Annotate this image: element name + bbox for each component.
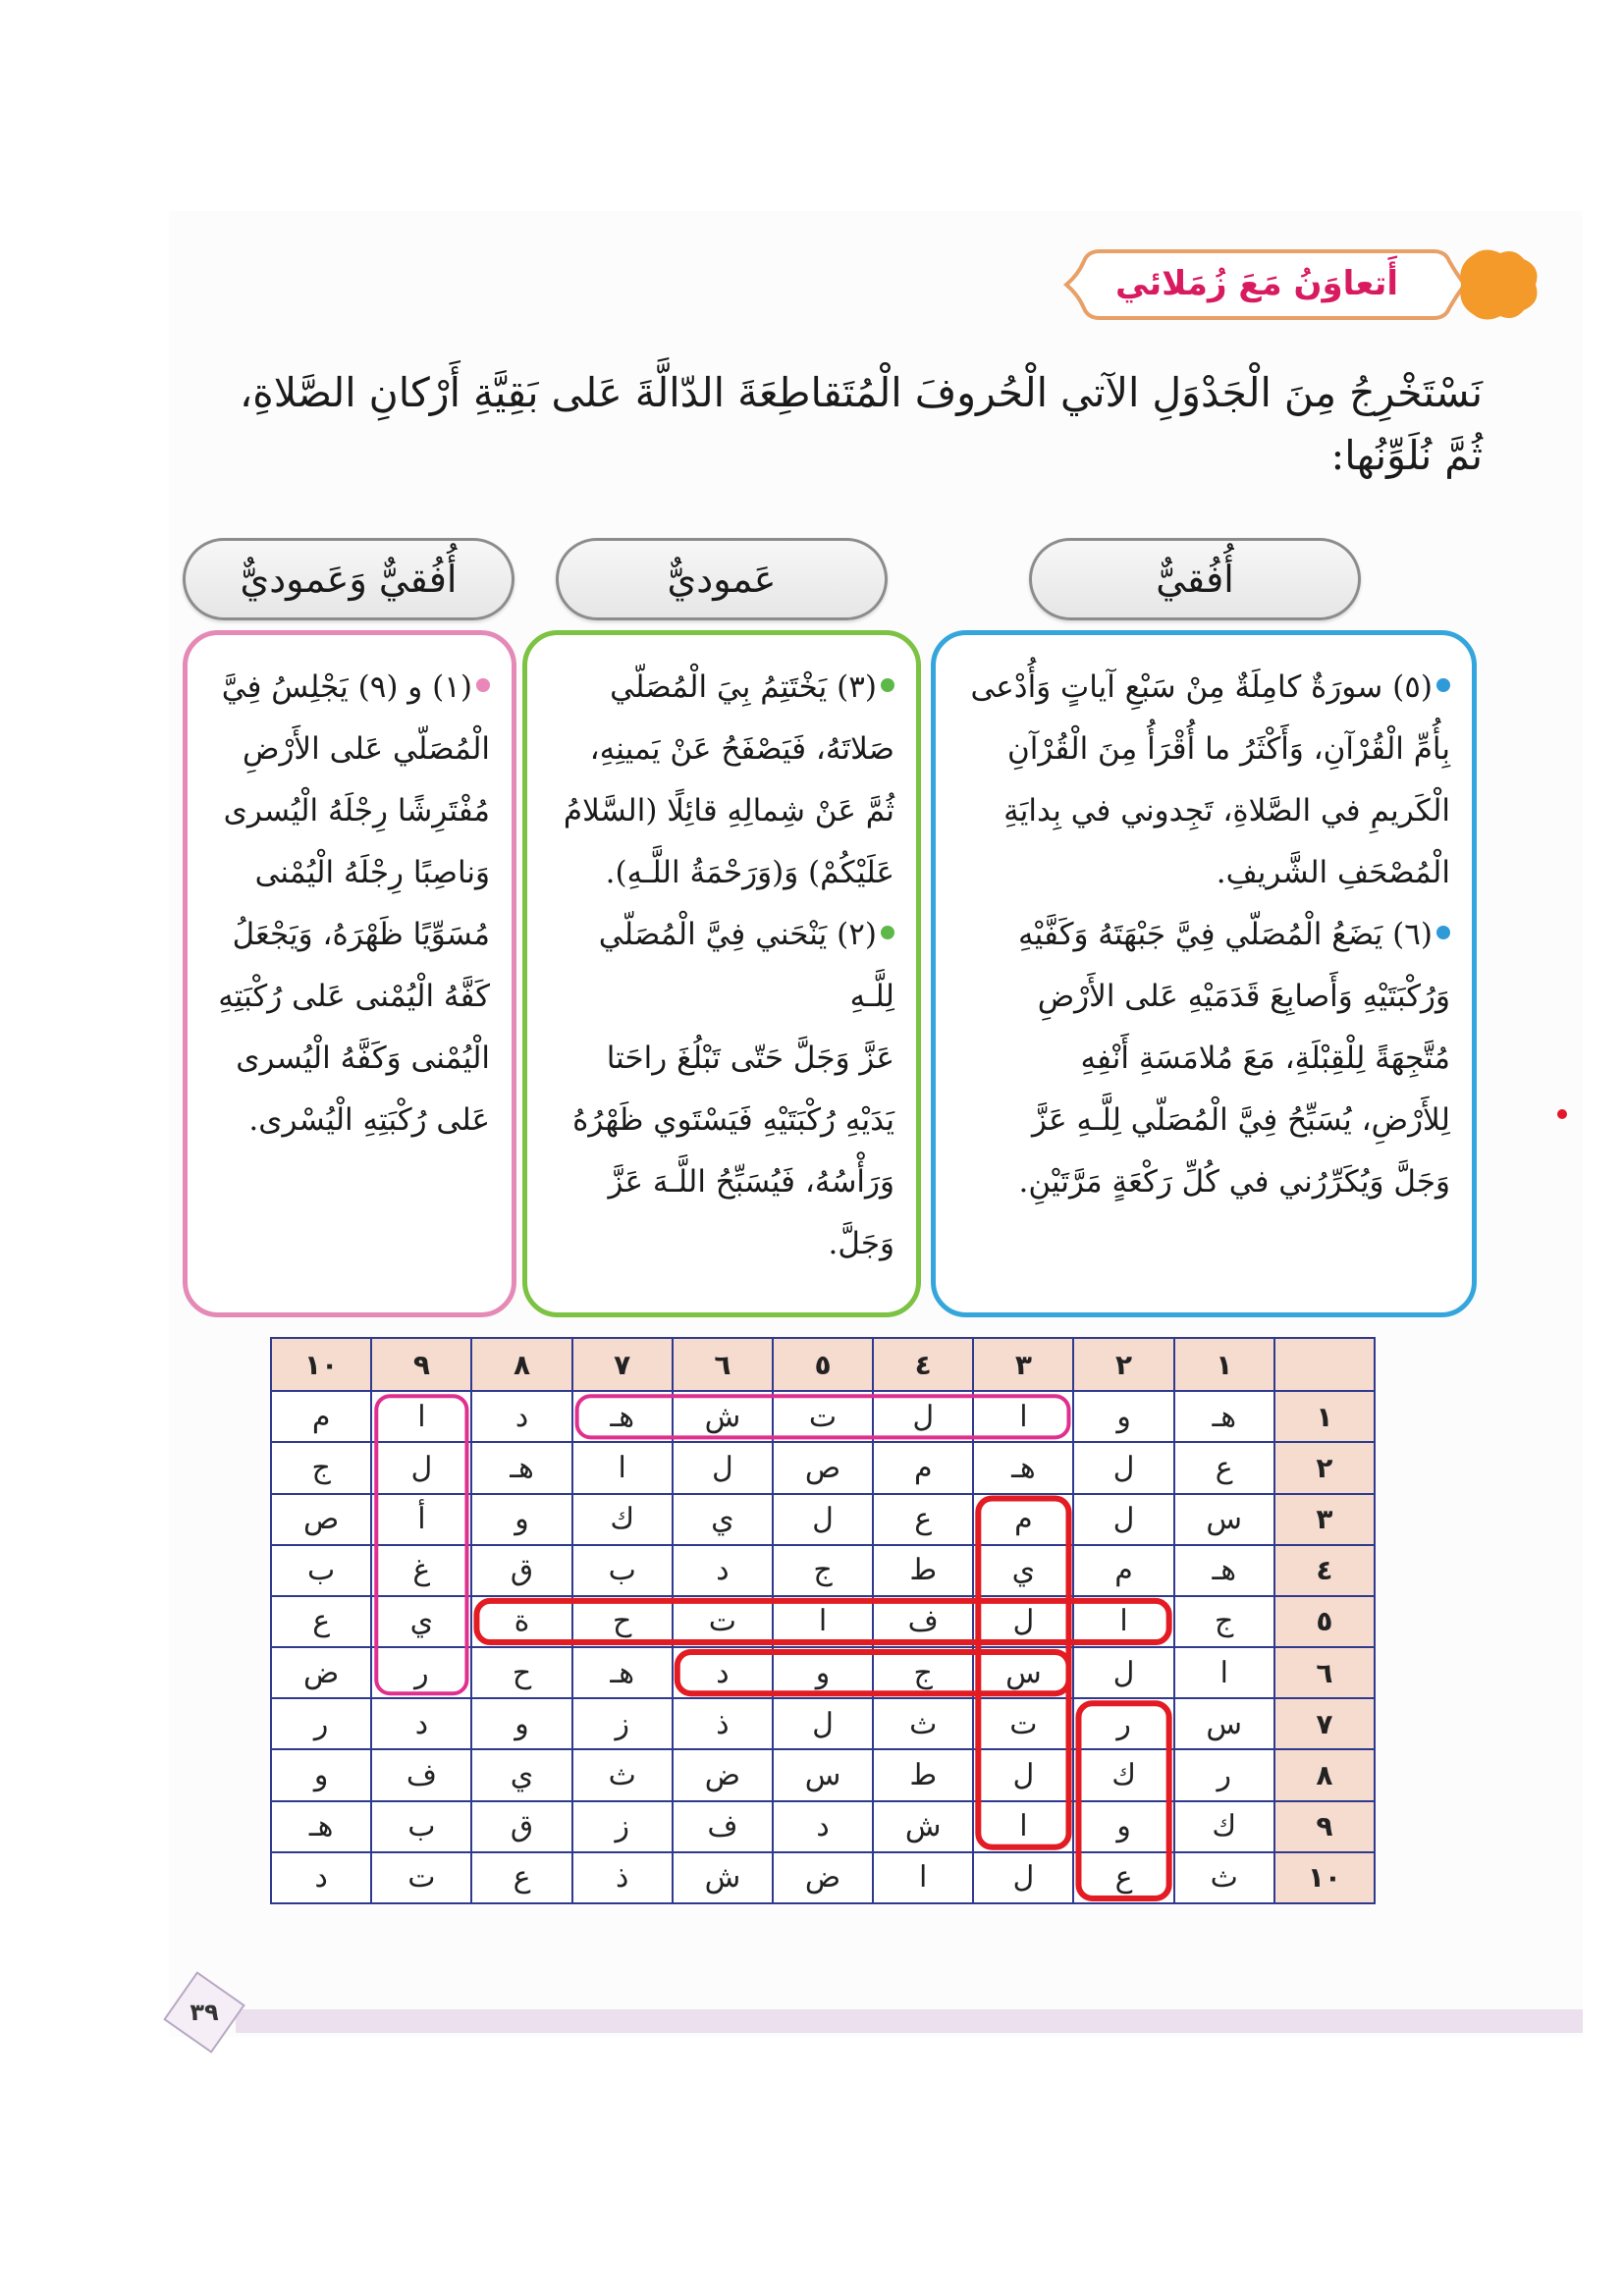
grid-row	[271, 1749, 1375, 1800]
grid-cell[interactable]: ة	[471, 1596, 571, 1647]
grid-cell[interactable]: ل	[673, 1442, 773, 1493]
grid-row-header: ٩	[1274, 1801, 1375, 1852]
grid-cell[interactable]: ت	[371, 1852, 471, 1903]
grid-cell[interactable]: س	[773, 1749, 873, 1800]
grid-cell[interactable]: ف	[673, 1801, 773, 1852]
clue-line: الْيُمْنى وَكَفَّهُ الْيُسرى	[236, 1041, 490, 1076]
clue-line: الْكَريمِ في الصَّلاةِ، تَجِدوني في بِدايَةِ	[1003, 793, 1450, 828]
grid-cell[interactable]: ل	[1073, 1442, 1173, 1493]
clue-line: وَجَلَّ.	[828, 1226, 894, 1261]
clue-item	[545, 904, 894, 1275]
section-banner	[1060, 245, 1542, 324]
grid-cell[interactable]: ا	[973, 1801, 1073, 1852]
grid-row	[271, 1596, 1375, 1647]
category-horizontal-label: أُفُقيٌّ	[1029, 538, 1361, 620]
grid-column-header: ٢	[1073, 1338, 1173, 1391]
grid-cell[interactable]: س	[1174, 1698, 1274, 1749]
clue-line: ثُمَّ عَنْ شِمالِهِ قائِلًا (السَّلامُ	[563, 793, 894, 828]
clue-number: (٦)	[1392, 917, 1433, 952]
grid-column-header: ١	[1174, 1338, 1274, 1391]
grid-cell[interactable]: هـ	[572, 1391, 673, 1442]
grid-cell[interactable]: ي	[673, 1494, 773, 1545]
grid-cell[interactable]: ش	[673, 1852, 773, 1903]
grid-cell[interactable]: ض	[673, 1749, 773, 1800]
grid-cell[interactable]: ث	[1174, 1852, 1274, 1903]
clue-line: بِأُمِّ الْقُرْآنِ، وَأَكْثَرُ ما أُقْرَأُ مِنَ الْقُرْآنِ	[1006, 731, 1450, 767]
grid-cell[interactable]: م	[873, 1442, 973, 1493]
grid-row-header: ٣	[1274, 1494, 1375, 1545]
grid-row	[271, 1647, 1375, 1698]
grid-cell[interactable]: غ	[371, 1545, 471, 1596]
grid-cell[interactable]: ق	[471, 1801, 571, 1852]
grid-cell[interactable]: هـ	[471, 1442, 571, 1493]
grid-cell[interactable]: ت	[773, 1391, 873, 1442]
grid-cell[interactable]: د	[673, 1647, 773, 1698]
banner-title: أَتعاوَنُ مَعَ زُمَلائي	[1114, 264, 1399, 303]
grid-cell[interactable]: ا	[1174, 1647, 1274, 1698]
grid-cell[interactable]: ب	[271, 1545, 371, 1596]
grid-cell[interactable]: د	[471, 1391, 571, 1442]
red-dot-marker	[1557, 1109, 1567, 1119]
grid-cell[interactable]: ث	[873, 1698, 973, 1749]
grid-row-header: ٧	[1274, 1698, 1375, 1749]
grid-cell[interactable]: م	[973, 1494, 1073, 1545]
grid-cell[interactable]: ر	[271, 1698, 371, 1749]
grid-cell[interactable]: ف	[873, 1596, 973, 1647]
grid-row	[271, 1494, 1375, 1545]
instruction-line-2: ثُمَّ نُلَوِّنُها:	[1330, 432, 1483, 479]
instruction-line-1: نَسْتَخْرِجُ مِنَ الْجَدْوَلِ الآتي الْحُروفَ الْمُتَقاطِعَةَ الدّالَّةَ عَلى بَقِيَّةِ أَرْكانِ الصَّلاةِ،	[240, 369, 1483, 416]
grid-cell[interactable]: هـ	[271, 1801, 371, 1852]
grid-row-header: ٦	[1274, 1647, 1375, 1698]
grid-row-header: ٨	[1274, 1749, 1375, 1800]
grid-column-header: ٤	[873, 1338, 973, 1391]
grid-cell[interactable]: ا	[773, 1596, 873, 1647]
grid-cell[interactable]: د	[371, 1698, 471, 1749]
clue-line: يَنْحَني فِيَّ الْمُصَلّي لِلَّـهِ	[598, 917, 894, 1014]
clue-line: الْمُصَلّي عَلى الأَرْضِ	[242, 731, 490, 767]
grid-cell[interactable]: و	[773, 1647, 873, 1698]
banner-ornament-icon	[1460, 249, 1537, 319]
grid-cell[interactable]: و	[471, 1698, 571, 1749]
grid-cell[interactable]: هـ	[1174, 1391, 1274, 1442]
grid-row	[271, 1442, 1375, 1493]
grid-cell[interactable]: ا	[1073, 1596, 1173, 1647]
clue-line: عَلى رُكْبَتِهِ الْيُسْرى.	[248, 1102, 490, 1138]
category-horizontal-vertical-label: أُفُقيٌّ وَعَموديٌّ	[183, 538, 514, 620]
clue-item	[953, 657, 1450, 904]
clue-item	[953, 904, 1450, 1213]
grid-cell[interactable]: و	[1073, 1801, 1173, 1852]
clue-item	[545, 657, 894, 904]
grid-row-header: ٥	[1274, 1596, 1375, 1647]
footer-bar	[236, 2009, 1583, 2033]
grid-cell[interactable]: ك	[572, 1494, 673, 1545]
grid-column-header: ١٠	[271, 1338, 371, 1391]
clue-line: صَلاتَهُ، فَيَصْفَحُ عَنْ يَمينِهِ،	[589, 731, 894, 767]
grid-cell[interactable]: و	[1073, 1391, 1173, 1442]
grid-cell[interactable]: ا	[371, 1391, 471, 1442]
grid-cell[interactable]: ب	[572, 1545, 673, 1596]
grid-cell[interactable]: ذ	[673, 1698, 773, 1749]
grid-cell[interactable]: ل	[973, 1749, 1073, 1800]
clue-line: يَخْتَتِمُ بِيَ الْمُصَلّي	[610, 669, 828, 705]
grid-cell[interactable]: ل	[773, 1698, 873, 1749]
grid-cell[interactable]: ي	[371, 1596, 471, 1647]
clue-line: وَرَأْسُهُ، فَيُسَبِّحُ اللَّـهَ عَزَّ	[608, 1164, 894, 1200]
grid-column-header: ٨	[471, 1338, 571, 1391]
clue-item	[205, 657, 490, 1151]
grid-header-row	[271, 1338, 1375, 1391]
clue-number: (٣)	[837, 669, 877, 705]
grid-cell[interactable]: س	[973, 1647, 1073, 1698]
grid-cell[interactable]: ك	[1073, 1749, 1173, 1800]
grid-cell[interactable]: ذ	[572, 1852, 673, 1903]
grid-cell[interactable]: ج	[271, 1442, 371, 1493]
grid-cell[interactable]: ل	[1073, 1494, 1173, 1545]
grid-cell[interactable]: ع	[271, 1596, 371, 1647]
grid-cell[interactable]: ل	[973, 1596, 1073, 1647]
grid-cell[interactable]: ي	[973, 1545, 1073, 1596]
grid-cell[interactable]: ح	[572, 1596, 673, 1647]
grid-cell[interactable]: ت	[673, 1596, 773, 1647]
bullet-icon	[1436, 678, 1450, 692]
clue-line: مُسَوِّيًا ظَهْرَهُ، وَيَجْعَلُ	[232, 917, 490, 952]
bullet-icon	[1436, 926, 1450, 939]
grid-row	[271, 1698, 1375, 1749]
grid-column-header: ٩	[371, 1338, 471, 1391]
clue-line: سورَةٌ كامِلَةٌ مِنْ سَبْعِ آياتٍ وَأُدْعى	[970, 669, 1383, 705]
clue-box-horizontal	[931, 630, 1477, 1317]
grid-row	[271, 1801, 1375, 1852]
grid-column-header: ٦	[673, 1338, 773, 1391]
grid-row-header: ١٠	[1274, 1852, 1375, 1903]
grid-cell[interactable]: ر	[371, 1647, 471, 1698]
grid-column-header: ٧	[572, 1338, 673, 1391]
grid-cell[interactable]: هـ	[973, 1442, 1073, 1493]
grid-cell[interactable]: ث	[572, 1749, 673, 1800]
clue-line: وَناصِبًا رِجْلَهُ الْيُمْنى	[254, 855, 490, 890]
grid-cell[interactable]: ت	[973, 1698, 1073, 1749]
clue-number: (٢)	[837, 917, 877, 952]
grid-cell[interactable]: ش	[673, 1391, 773, 1442]
grid-row	[271, 1545, 1375, 1596]
grid-cell[interactable]: د	[773, 1801, 873, 1852]
grid-row-header: ١	[1274, 1391, 1375, 1442]
grid-cell[interactable]: ك	[1174, 1801, 1274, 1852]
clue-number: (٥)	[1392, 669, 1433, 705]
clue-number: (١) و (٩)	[357, 669, 472, 705]
grid-cell[interactable]: و	[271, 1749, 371, 1800]
grid-cell[interactable]: ل	[973, 1852, 1073, 1903]
clue-line: لِلأَرْضِ، يُسَبِّحُ فِيَّ الْمُصَلّي لِلَّـهِ عَزَّ	[1032, 1102, 1450, 1138]
grid-cell[interactable]: ل	[371, 1442, 471, 1493]
grid-row-header: ٢	[1274, 1442, 1375, 1493]
clue-line: الْمُصْحَفِ الشَّريفِ.	[1216, 855, 1450, 890]
grid-row	[271, 1391, 1375, 1442]
bullet-icon	[476, 678, 490, 692]
letter-grid	[270, 1337, 1376, 1904]
clue-line: مُتَّجِهَةً لِلْقِبْلَةِ، مَعَ مُلامَسَةِ أَنْفِهِ	[1080, 1041, 1450, 1076]
grid-cell[interactable]: س	[1174, 1494, 1274, 1545]
grid-cell[interactable]: ط	[873, 1545, 973, 1596]
grid-column-header: ٥	[773, 1338, 873, 1391]
grid-cell[interactable]: ل	[1073, 1647, 1173, 1698]
grid-cell[interactable]: ر	[1073, 1698, 1173, 1749]
clue-line: يَدَيْهِ رُكْبَتَيْهِ فَيَسْتَوي ظَهْرُهُ	[572, 1102, 894, 1138]
clue-line: يَجْلِسُ فِيَّ	[221, 669, 349, 705]
grid-cell[interactable]: ب	[371, 1801, 471, 1852]
page-number: ٣٩	[189, 1999, 219, 2026]
grid-cell[interactable]: ج	[773, 1545, 873, 1596]
grid-cell[interactable]: ع	[1073, 1852, 1173, 1903]
clue-box-vertical	[522, 630, 921, 1317]
grid-row	[271, 1852, 1375, 1903]
grid-corner-cell	[1274, 1338, 1375, 1391]
grid-cell[interactable]: ش	[873, 1801, 973, 1852]
grid-cell[interactable]: ا	[873, 1852, 973, 1903]
clue-line: مُفْتَرِشًا رِجْلَهُ الْيُسرى	[223, 793, 490, 828]
bullet-icon	[881, 926, 894, 939]
grid-cell[interactable]: ا	[973, 1391, 1073, 1442]
grid-cell[interactable]: هـ	[1174, 1545, 1274, 1596]
grid-cell[interactable]: ض	[773, 1852, 873, 1903]
grid-cell[interactable]: ر	[1174, 1749, 1274, 1800]
grid-cell[interactable]: ص	[773, 1442, 873, 1493]
grid-cell[interactable]: و	[471, 1494, 571, 1545]
grid-cell[interactable]: ص	[271, 1494, 371, 1545]
clue-line: وَرُكْبَتَيْهِ وَأَصابِعَ قَدَمَيْهِ عَلى الأَرْضِ	[1037, 979, 1450, 1014]
grid-cell[interactable]: ز	[572, 1698, 673, 1749]
clue-line: وَجَلَّ وَيُكَرِّرُني في كُلِّ رَكْعَةٍ مَرَّتَيْنِ.	[1018, 1164, 1450, 1200]
grid-cell[interactable]: د	[271, 1852, 371, 1903]
grid-cell[interactable]: م	[271, 1391, 371, 1442]
grid-cell[interactable]: ج	[873, 1647, 973, 1698]
grid-cell[interactable]: د	[673, 1545, 773, 1596]
instruction-text	[196, 361, 1483, 487]
grid-cell[interactable]: ق	[471, 1545, 571, 1596]
bullet-icon	[881, 678, 894, 692]
clue-line: يَضَعُ الْمُصَلّي فِيَّ جَبْهَتَهُ وَكَفَّيْهِ	[1018, 917, 1383, 952]
grid-column-header: ٣	[973, 1338, 1073, 1391]
grid-cell[interactable]: ع	[873, 1494, 973, 1545]
grid-cell[interactable]: م	[1073, 1545, 1173, 1596]
grid-row-header: ٤	[1274, 1545, 1375, 1596]
grid-cell[interactable]: ز	[572, 1801, 673, 1852]
grid-cell[interactable]: ج	[1174, 1596, 1274, 1647]
grid-cell[interactable]: ا	[572, 1442, 673, 1493]
grid-cell[interactable]: ع	[471, 1852, 571, 1903]
grid-cell[interactable]: ح	[471, 1647, 571, 1698]
grid-cell[interactable]: ع	[1174, 1442, 1274, 1493]
grid-cell[interactable]: ض	[271, 1647, 371, 1698]
grid-cell[interactable]: ط	[873, 1749, 973, 1800]
clue-line: عَزَّ وَجَلَّ حَتّى تَبْلُغَ راحَتا	[606, 1041, 894, 1076]
category-vertical-label: عَموديٌّ	[556, 538, 888, 620]
grid-cell[interactable]: هـ	[572, 1647, 673, 1698]
grid-cell[interactable]: ي	[471, 1749, 571, 1800]
clue-box-horizontal-vertical	[183, 630, 516, 1317]
grid-cell[interactable]: ل	[873, 1391, 973, 1442]
clue-line: عَلَيْكُمْ) وَ(وَرَحْمَةُ اللَّـهِ).	[605, 855, 894, 890]
clue-line: كَفَّهُ الْيُمْنى عَلى رُكْبَتِهِ	[218, 979, 490, 1014]
grid-cell[interactable]: أ	[371, 1494, 471, 1545]
grid-cell[interactable]: ل	[773, 1494, 873, 1545]
grid-cell[interactable]: ف	[371, 1749, 471, 1800]
